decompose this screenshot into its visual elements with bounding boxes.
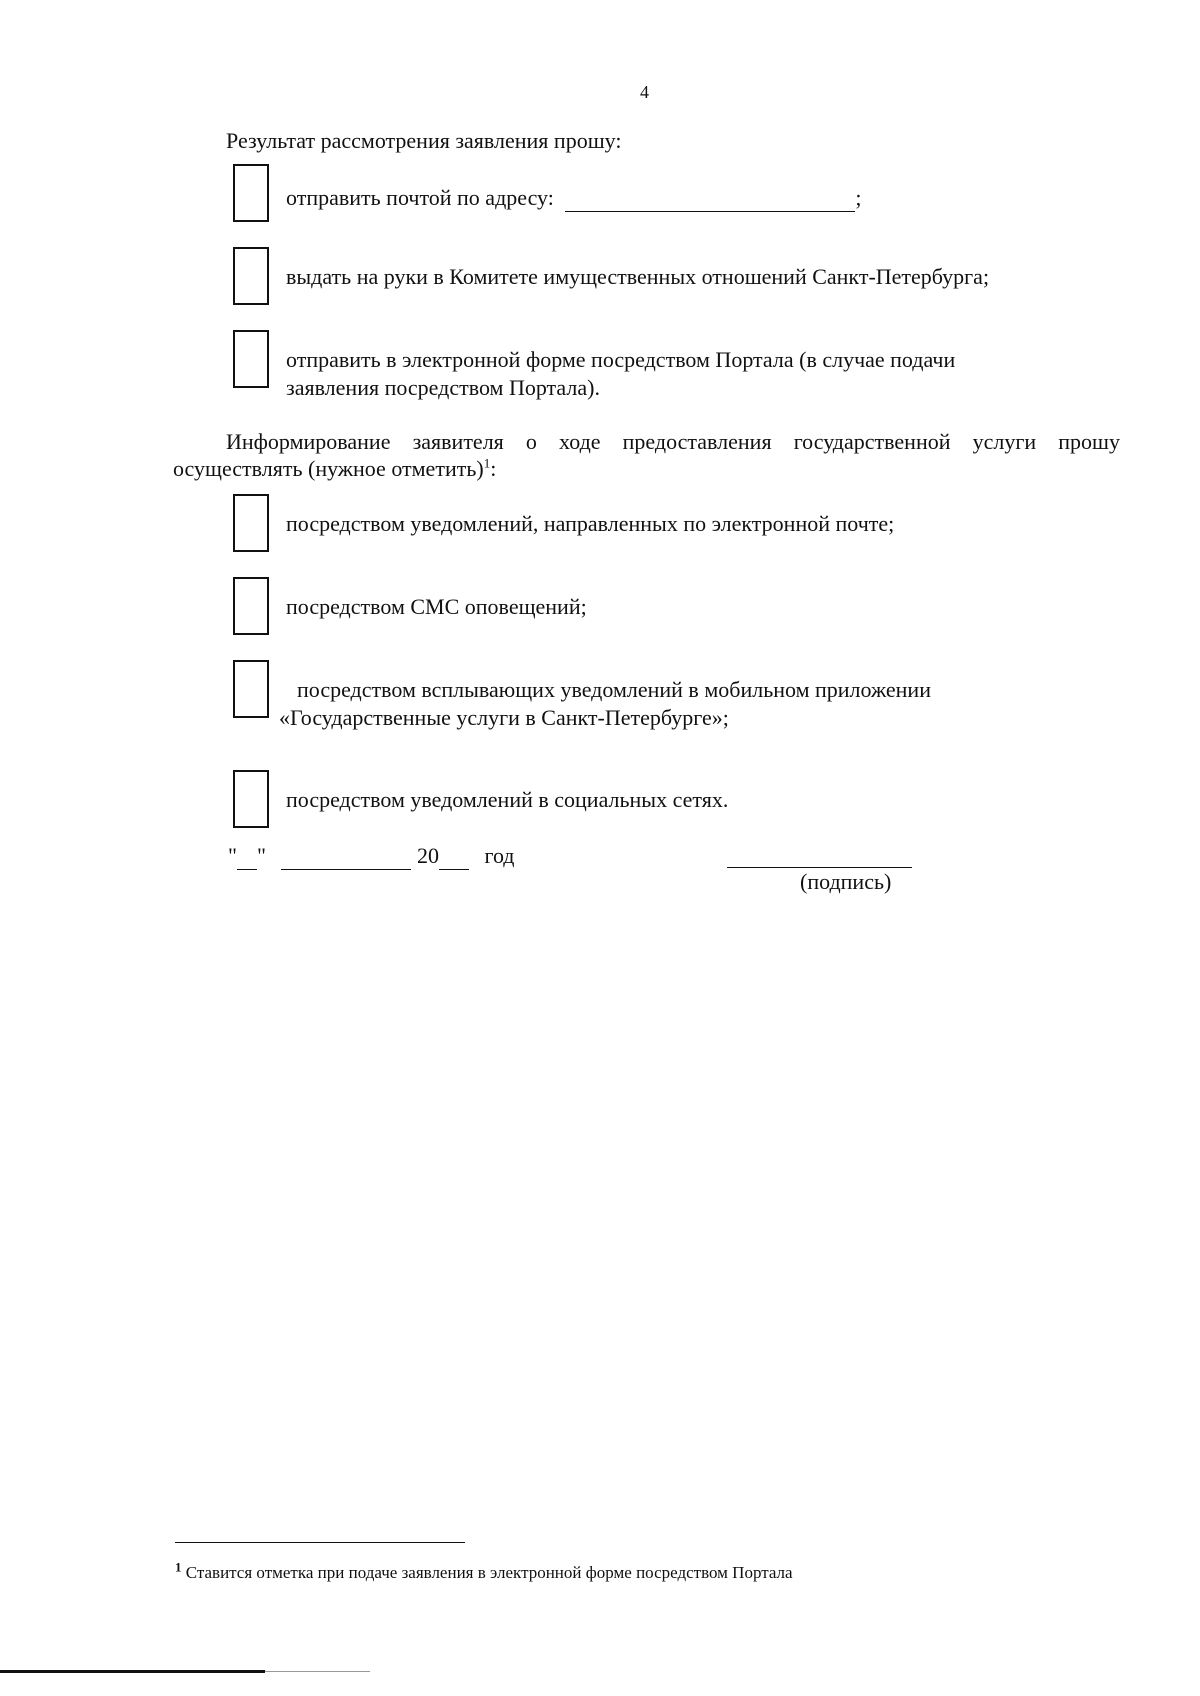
checkbox-email-notifications[interactable] <box>233 494 269 552</box>
year-blank-line[interactable] <box>439 847 469 870</box>
footnote-reference: 1 <box>483 455 491 471</box>
option-send-by-mail <box>286 184 862 212</box>
option-send-electronically-line1: отправить в электронной форме посредством Портала (в случае подачи <box>286 347 956 372</box>
footnote-mark: 1 <box>175 1559 182 1575</box>
day-blank-line[interactable] <box>237 847 257 870</box>
footnote-separator <box>175 1542 465 1543</box>
option-send-by-mail-label: отправить почтой по адресу: <box>286 185 554 210</box>
checkbox-send-electronically[interactable] <box>233 330 269 388</box>
result-intro: Результат рассмотрения заявления прошу: <box>226 128 622 153</box>
option-email-notifications: посредством уведомлений, направленных по электронной почте; <box>286 511 895 536</box>
inform-intro-line1: Информирование заявителя о ходе предоставления государственной услуги прошу <box>226 429 1120 454</box>
month-blank-line[interactable] <box>281 847 411 870</box>
checkbox-sms-notifications[interactable] <box>233 577 269 635</box>
footnote-text: Ставится отметка при подаче заявления в электронной форме посредством Портала <box>185 1563 793 1582</box>
checkbox-issue-in-person[interactable] <box>233 247 269 305</box>
option-sms-notifications: посредством СМС оповещений; <box>286 594 587 619</box>
date-quote-close: " <box>256 843 266 868</box>
scan-edge-line-dark <box>0 1670 265 1673</box>
inform-intro-line2-end: : <box>490 456 497 481</box>
signature-caption: (подпись) <box>800 869 892 894</box>
option-send-electronically-line2: заявления посредством Портала). <box>286 375 600 400</box>
checkbox-social-notifications[interactable] <box>233 770 269 828</box>
year-suffix: год <box>484 843 515 868</box>
inform-intro-line2-text: осуществлять (нужное отметить) <box>173 456 484 481</box>
option-push-notifications-line2: «Государственные услуги в Санкт-Петербурге»; <box>279 705 729 730</box>
inform-intro-line2 <box>173 455 496 483</box>
option-social-notifications: посредством уведомлений в социальных сетях. <box>286 787 729 812</box>
option-issue-in-person: выдать на руки в Комитете имущественных отношений Санкт-Петербурга; <box>286 264 990 289</box>
option-push-notifications-line1: посредством всплывающих уведомлений в мобильном приложении <box>297 677 931 702</box>
date-line <box>228 842 515 870</box>
date-quote-open: " <box>228 843 237 868</box>
page-number: 4 <box>640 82 649 102</box>
checkbox-push-notifications[interactable] <box>233 660 269 718</box>
address-blank-line[interactable] <box>565 189 855 212</box>
year-prefix: 20 <box>416 843 439 868</box>
scan-edge-line-light <box>265 1671 370 1672</box>
footnote <box>175 1559 793 1584</box>
checkbox-send-by-mail[interactable] <box>233 164 269 222</box>
option-send-by-mail-suffix: ; <box>855 185 862 210</box>
